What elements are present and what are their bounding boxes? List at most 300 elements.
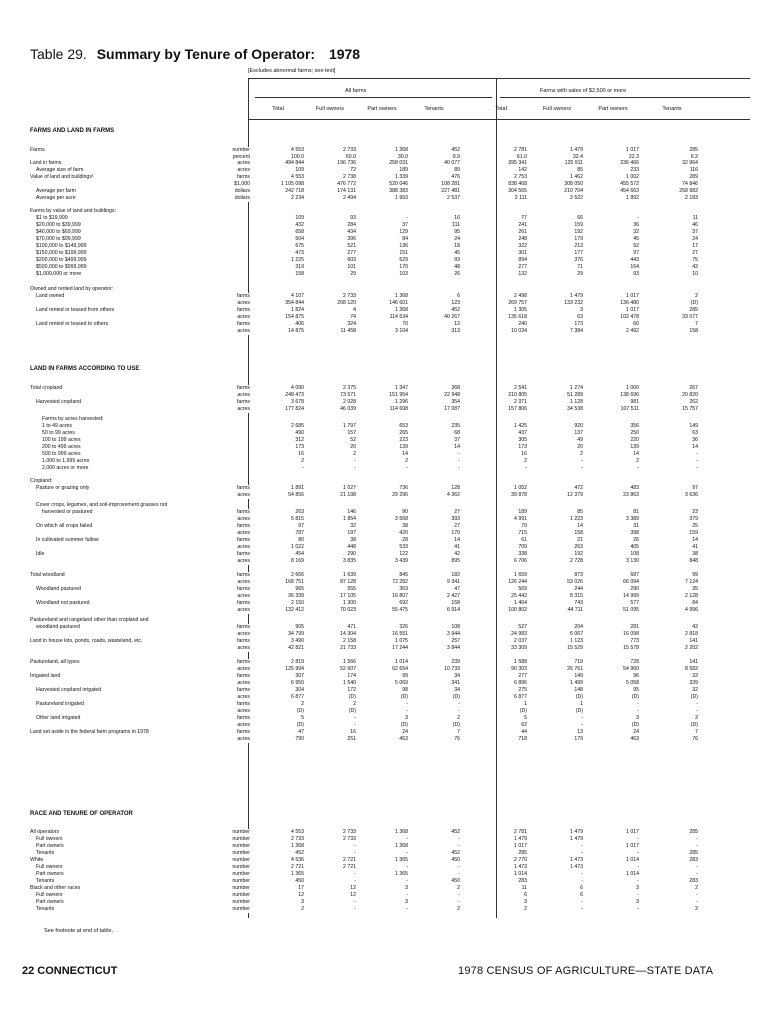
table-row (30, 509, 750, 516)
cell-tenants: 41 (454, 544, 460, 550)
cell-full-owners: 2 733 (343, 836, 356, 842)
row-unit: acres (208, 314, 250, 321)
cell-part-owners: - (406, 864, 408, 870)
cell-total: 42 821 (288, 645, 304, 651)
cell-sales-tenants: - (696, 451, 698, 457)
cell-full-owners: 12 (350, 892, 356, 898)
cell-sales-full-owners: 1 473 (570, 857, 583, 863)
cell-sales-part-owners: - (637, 708, 639, 714)
row-label: Average size of farm (30, 167, 248, 174)
cell-part-owners: - (406, 701, 408, 707)
row-label: Total woodland (30, 572, 242, 579)
row-unit: number (208, 871, 250, 878)
cell-sales-full-owners: - (581, 458, 583, 464)
table-row (30, 485, 750, 492)
table-row (30, 451, 750, 458)
cell-sales-total: 5 (524, 715, 527, 721)
cell-sales-total: 283 (518, 878, 527, 884)
cell-tenants: 27 (454, 509, 460, 515)
cell-sales-part-owners: 405 (630, 544, 639, 550)
cell-sales-total: 135 618 (508, 314, 527, 320)
cell-part-owners: 1 365 (395, 857, 408, 863)
cell-full-owners: 52 607 (340, 666, 356, 672)
cell-tenants: 2 427 (447, 593, 460, 599)
cell-sales-total: 61.0 (516, 154, 527, 160)
cell-sales-tenants: 10 (692, 271, 698, 277)
cell-sales-full-owners: 263 (574, 544, 583, 550)
cell-total: (D) (296, 708, 304, 714)
cell-sales-full-owners: 244 (574, 586, 583, 592)
cell-sales-part-owners: - (637, 878, 639, 884)
cell-sales-full-owners: 13 (577, 729, 583, 735)
table-row (30, 829, 750, 836)
cell-sales-tenants: 2 (695, 885, 698, 891)
table-row (30, 406, 750, 413)
cell-total: 8 169 (291, 558, 304, 564)
cell-sales-tenants: 7 (695, 321, 698, 327)
cell-sales-full-owners: 63 (577, 314, 583, 320)
cell-full-owners: 2 733 (343, 147, 356, 153)
cell-part-owners: 136 (399, 243, 408, 249)
cell-sales-full-owners: 1 479 (570, 293, 583, 299)
row-unit: acres (208, 516, 250, 523)
column-header-sales-tenants: Tenants (662, 106, 682, 112)
cell-part-owners: - (406, 878, 408, 884)
row-label: Part owners (30, 843, 248, 850)
table-note: [Excludes abnormal farms; see text] (248, 68, 336, 74)
cell-sales-part-owners: 5 058 (626, 680, 639, 686)
row-label: Cropland: (30, 478, 53, 484)
cell-sales-full-owners: 49 (577, 437, 583, 443)
cell-part-owners: - (406, 708, 408, 714)
cell-sales-tenants: 23 (692, 509, 698, 515)
cell-total: 450 (295, 878, 304, 884)
row-label: All operators (30, 829, 242, 836)
cell-sales-full-owners: 177 (574, 250, 583, 256)
table-row (30, 857, 750, 864)
cell-sales-full-owners: 719 (574, 659, 583, 665)
cell-sales-part-owners: 139 (630, 444, 639, 450)
table-row (30, 423, 750, 430)
cell-part-owners: 139 (399, 444, 408, 450)
cell-tenants: 18 (454, 243, 460, 249)
cell-full-owners: 1 300 (343, 600, 356, 606)
cell-sales-tenants: 97 (692, 485, 698, 491)
table-row (30, 708, 750, 715)
cell-sales-total: 2 (524, 906, 527, 912)
cell-part-owners: 463 (399, 736, 408, 742)
table-row (30, 680, 750, 687)
table-row (30, 631, 750, 638)
cell-sales-full-owners: 1 128 (570, 399, 583, 405)
cell-part-owners: - (406, 850, 408, 856)
cell-tenants: - (458, 836, 460, 842)
cell-sales-part-owners: 138 696 (620, 392, 639, 398)
cell-sales-tenants: 2 128 (685, 593, 698, 599)
cell-sales-part-owners: 97 (633, 250, 639, 256)
cell-sales-tenants: 24 (692, 236, 698, 242)
cell-sales-total: 142 (518, 167, 527, 173)
cell-sales-tenants: 285 (689, 850, 698, 856)
cell-part-owners: 1 365 (395, 871, 408, 877)
cell-full-owners: 251 (347, 736, 356, 742)
row-unit: acres (208, 694, 250, 701)
row-unit: acres (208, 680, 250, 687)
column-header-total: Total (272, 106, 284, 112)
cell-total: 454 (295, 551, 304, 557)
cell-full-owners: 17 105 (340, 593, 356, 599)
cell-full-owners: 2 (353, 451, 356, 457)
row-unit: number (208, 906, 250, 913)
cell-part-owners: 5 069 (395, 680, 408, 686)
cell-sales-full-owners: (D) (575, 708, 583, 714)
row-label: Idle (30, 551, 248, 558)
cell-sales-full-owners: 15 529 (567, 645, 583, 651)
cell-part-owners: 146 601 (389, 300, 408, 306)
cell-full-owners: - (354, 871, 356, 877)
cell-sales-tenants: 27 (692, 250, 698, 256)
table-number: Table 29. (30, 46, 87, 62)
cell-sales-part-owners: 3 389 (626, 516, 639, 522)
cell-total: 5 (301, 715, 304, 721)
row-label: Tenants (30, 850, 248, 857)
cell-full-owners: 2 721 (343, 864, 356, 870)
cell-part-owners: 326 (399, 624, 408, 630)
cell-sales-tenants: 8 582 (685, 666, 698, 672)
cell-tenants: 42 (454, 551, 460, 557)
table-row (30, 885, 750, 892)
cell-total: 473 (295, 250, 304, 256)
column-header-full-owners: Full owners (315, 106, 345, 112)
cell-full-owners: - (354, 906, 356, 912)
table-row (30, 729, 750, 736)
cell-sales-total: 269 757 (508, 300, 527, 306)
cell-sales-full-owners: (D) (575, 694, 583, 700)
cell-sales-part-owners: 23 863 (623, 492, 639, 498)
cell-part-owners: 62 654 (392, 666, 408, 672)
row-unit: acres (208, 167, 250, 174)
row-label: 2,000 acres or more (42, 465, 89, 471)
cell-sales-total: 2 371 (514, 399, 527, 405)
table-row (30, 523, 750, 530)
cell-sales-total: 437 (518, 430, 527, 436)
cell-sales-tenants: (D) (690, 722, 698, 728)
row-label: Pastureland irrigated (30, 701, 248, 708)
cell-sales-full-owners: 873 (574, 572, 583, 578)
table-row (30, 181, 750, 188)
table-row (30, 666, 750, 673)
cell-total: 354 844 (285, 300, 304, 306)
cell-tenants: 45 (454, 250, 460, 256)
cell-sales-part-owners: - (637, 465, 639, 471)
cell-sales-total: 569 (518, 586, 527, 592)
cell-sales-total: 126 244 (508, 579, 527, 585)
table-row (30, 572, 750, 579)
group-header-sales-farms: Farms with sales of $2,500 or more (540, 88, 627, 94)
cell-total: 4 536 (291, 857, 304, 863)
cell-sales-tenants: 38 (692, 551, 698, 557)
cell-sales-full-owners: 26 761 (567, 666, 583, 672)
cell-sales-full-owners: 1 (580, 701, 583, 707)
cell-sales-tenants: - (696, 864, 698, 870)
column-header-sales-total: Total (495, 106, 507, 112)
cell-total: 319 (295, 264, 304, 270)
table-row (30, 530, 750, 537)
row-label: Full owners (30, 836, 248, 843)
cell-tenants: 452 (451, 307, 460, 313)
cell-sales-tenants: 41 (692, 544, 698, 550)
row-unit: acres (208, 593, 250, 600)
table-row (30, 300, 750, 307)
table-row (30, 607, 750, 614)
cell-tenants: 24 (454, 236, 460, 242)
cell-total: 905 (295, 624, 304, 630)
cell-sales-total: 275 (518, 687, 527, 693)
cell-sales-part-owners: - (637, 836, 639, 842)
cell-part-owners: 37 (402, 222, 408, 228)
cell-sales-part-owners: 16 098 (623, 631, 639, 637)
cell-total: 3 678 (291, 399, 304, 405)
cell-sales-tenants: 11 (692, 215, 698, 221)
cell-full-owners: 2 733 (343, 829, 356, 835)
cell-sales-full-owners: 66 (577, 215, 583, 221)
cell-sales-total: 322 (518, 243, 527, 249)
cell-sales-part-owners: 2 (636, 458, 639, 464)
cell-sales-tenants: 267 (689, 385, 698, 391)
cell-part-owners: 14 (402, 451, 408, 457)
cell-full-owners: 16 (350, 729, 356, 735)
cell-part-owners: 533 (399, 544, 408, 550)
cell-total: 2 (301, 701, 304, 707)
cell-sales-part-owners: 108 (630, 551, 639, 557)
cell-sales-full-owners: 44 711 (567, 607, 583, 613)
cell-full-owners: 20 (350, 444, 356, 450)
cell-sales-tenants: (D) (690, 300, 698, 306)
row-label: Owned and rented land by operator: (30, 286, 114, 292)
cell-sales-part-owners: 136 480 (620, 300, 639, 306)
cell-sales-full-owners: 179 (574, 236, 583, 242)
cell-sales-tenants: 285 (689, 147, 698, 153)
table-row (30, 444, 750, 451)
row-unit: acres (208, 544, 250, 551)
cell-tenants: 89 (454, 167, 460, 173)
table-row (30, 906, 750, 913)
cell-sales-part-owners: 24 (633, 729, 639, 735)
cell-sales-full-owners: 8 315 (570, 593, 583, 599)
cell-sales-full-owners: 1 479 (570, 829, 583, 835)
cell-full-owners: 14 304 (340, 631, 356, 637)
cell-sales-full-owners: 20 (577, 444, 583, 450)
cell-sales-part-owners: - (637, 864, 639, 870)
cell-full-owners: 471 (347, 624, 356, 630)
cell-sales-total: 709 (518, 544, 527, 550)
cell-sales-tenants: 20 820 (682, 392, 698, 398)
table-row (30, 638, 750, 645)
table-row (30, 843, 750, 850)
cell-tenants: - (458, 708, 460, 714)
cell-sales-tenants: 14 (692, 537, 698, 543)
cell-total: 36 339 (288, 593, 304, 599)
cell-full-owners: 3 835 (343, 558, 356, 564)
cell-tenants: 108 281 (441, 181, 460, 187)
cell-full-owners: - (354, 878, 356, 884)
cell-sales-tenants: 32 (692, 687, 698, 693)
cell-sales-part-owners: 81 (633, 509, 639, 515)
cell-total: 97 (298, 523, 304, 529)
row-unit: number (208, 829, 250, 836)
cell-sales-tenants: 2 183 (685, 195, 698, 201)
cell-sales-total: 61 (521, 537, 527, 543)
cell-total: 154 875 (285, 314, 304, 320)
cell-sales-part-owners: 164 (630, 264, 639, 270)
cell-sales-part-owners: 443 (630, 257, 639, 263)
cell-sales-tenants: 32 964 (682, 160, 698, 166)
cell-part-owners: - (406, 906, 408, 912)
cell-tenants: 3 844 (447, 645, 460, 651)
cell-total: 6 877 (291, 694, 304, 700)
cell-full-owners: - (354, 722, 356, 728)
table-row (30, 465, 750, 472)
cell-full-owners: 1 854 (343, 516, 356, 522)
cell-tenants: 17 087 (444, 406, 460, 412)
cell-tenants: 34 (454, 687, 460, 693)
cell-sales-tenants: 14 (692, 444, 698, 450)
cell-total: 16 (298, 451, 304, 457)
cell-sales-total: 132 (518, 271, 527, 277)
cell-tenants: - (458, 701, 460, 707)
cell-sales-full-owners: - (581, 871, 583, 877)
row-unit: dollars (208, 188, 250, 195)
cell-part-owners: 122 (399, 551, 408, 557)
cell-tenants: 452 (451, 850, 460, 856)
cell-tenants: 9.9 (452, 154, 460, 160)
cell-sales-total: 1 014 (514, 871, 527, 877)
row-unit: farms (208, 523, 250, 530)
cell-part-owners: 1 339 (395, 174, 408, 180)
table-row (30, 586, 750, 593)
cell-sales-total: 62 (521, 722, 527, 728)
cell-full-owners: 60.0 (345, 154, 356, 160)
table-row (30, 222, 750, 229)
cell-sales-total: 277 (518, 264, 527, 270)
cell-part-owners: 151 954 (389, 392, 408, 398)
cell-total: 158 (295, 271, 304, 277)
cell-sales-full-owners: 137 (574, 430, 583, 436)
cell-sales-tenants: 35 (692, 586, 698, 592)
cell-total: 1 022 (291, 544, 304, 550)
table-row (30, 645, 750, 652)
cell-full-owners: 208 120 (337, 300, 356, 306)
cell-sales-total: 715 (518, 530, 527, 536)
cell-sales-total: 718 (518, 736, 527, 742)
cell-tenants: 48 (454, 264, 460, 270)
cell-part-owners: 90 (402, 509, 408, 515)
cell-tenants: 111 (452, 222, 460, 228)
cell-part-owners: 84 (402, 236, 408, 242)
row-unit: acres (208, 607, 250, 614)
cell-sales-part-owners: 26 (633, 537, 639, 543)
cell-sales-full-owners: - (581, 715, 583, 721)
cell-tenants: 9 341 (447, 579, 460, 585)
row-label: $500,000 to $999,999 (36, 264, 87, 270)
cell-sales-total: 1 425 (514, 423, 527, 429)
row-label: $20,000 to $39,999 (36, 222, 81, 228)
cell-tenants: 239 (451, 659, 460, 665)
cell-sales-part-owners: 22.3 (628, 154, 639, 160)
cell-total: 504 (295, 236, 304, 242)
row-label: Woodland pastured (30, 586, 248, 593)
cell-part-owners: 38 (402, 523, 408, 529)
table-row (30, 264, 750, 271)
cell-tenants: 16 (454, 215, 460, 221)
cell-sales-total: 2 781 (514, 147, 527, 153)
cell-part-owners: 420 (399, 530, 408, 536)
cell-full-owners: 603 (347, 257, 356, 263)
cell-sales-total: 2 781 (514, 829, 527, 835)
table-row (30, 208, 750, 215)
cell-total: 2 733 (291, 836, 304, 842)
cell-total: 452 (295, 850, 304, 856)
cell-tenants: 3 944 (447, 631, 460, 637)
row-unit: farms (208, 638, 250, 645)
cell-sales-total: 277 (518, 673, 527, 679)
row-unit: acres (208, 160, 250, 167)
cell-part-owners: 189 (399, 167, 408, 173)
row-unit: acres (208, 645, 250, 652)
table-row (30, 385, 750, 392)
cell-total: 2 (301, 458, 304, 464)
row-label: 1,000 to 1,999 acres (42, 458, 90, 464)
cell-sales-part-owners: 60 (633, 321, 639, 327)
cell-total: 432 (295, 222, 304, 228)
table-row (30, 293, 750, 300)
cell-sales-full-owners: 6 067 (570, 631, 583, 637)
row-unit: farms (208, 600, 250, 607)
cell-sales-part-owners: 96 (633, 673, 639, 679)
cell-sales-full-owners: 192 (574, 229, 583, 235)
cell-tenants: 6 914 (447, 607, 460, 613)
cell-part-owners: 99 (402, 673, 408, 679)
cell-sales-part-owners: - (637, 701, 639, 707)
cell-sales-total: 11 (521, 885, 527, 891)
table-row (30, 215, 750, 222)
cell-sales-part-owners: 398 (630, 530, 639, 536)
row-label: harvested or pastured (30, 509, 254, 516)
table-row (30, 243, 750, 250)
page-footer-right: 1978 CENSUS OF AGRICULTURE—STATE DATA (458, 965, 714, 977)
column-header-sales-full-owners: Full owners (542, 106, 572, 112)
cell-sales-total: 173 (518, 444, 527, 450)
cell-total: 5 815 (291, 516, 304, 522)
cell-sales-part-owners: (D) (631, 722, 639, 728)
cell-sales-total: 301 (518, 250, 527, 256)
row-unit: number (208, 850, 250, 857)
cell-sales-total: 4 991 (514, 516, 527, 522)
cell-sales-tenants: 32 (692, 673, 698, 679)
row-label: Black and other races (30, 885, 242, 892)
row-unit: number (208, 878, 250, 885)
cell-part-owners: 2 (405, 458, 408, 464)
table-row (30, 864, 750, 871)
cell-tenants: 227 481 (441, 188, 460, 194)
cell-total: 1 824 (291, 307, 304, 313)
cell-total: 307 (295, 673, 304, 679)
cell-part-owners: 388 383 (389, 188, 408, 194)
cell-tenants: 354 (451, 399, 460, 405)
row-label: $200,000 to $499,999 (36, 257, 87, 263)
cell-total: 109 (295, 215, 304, 221)
cell-full-owners: - (354, 715, 356, 721)
